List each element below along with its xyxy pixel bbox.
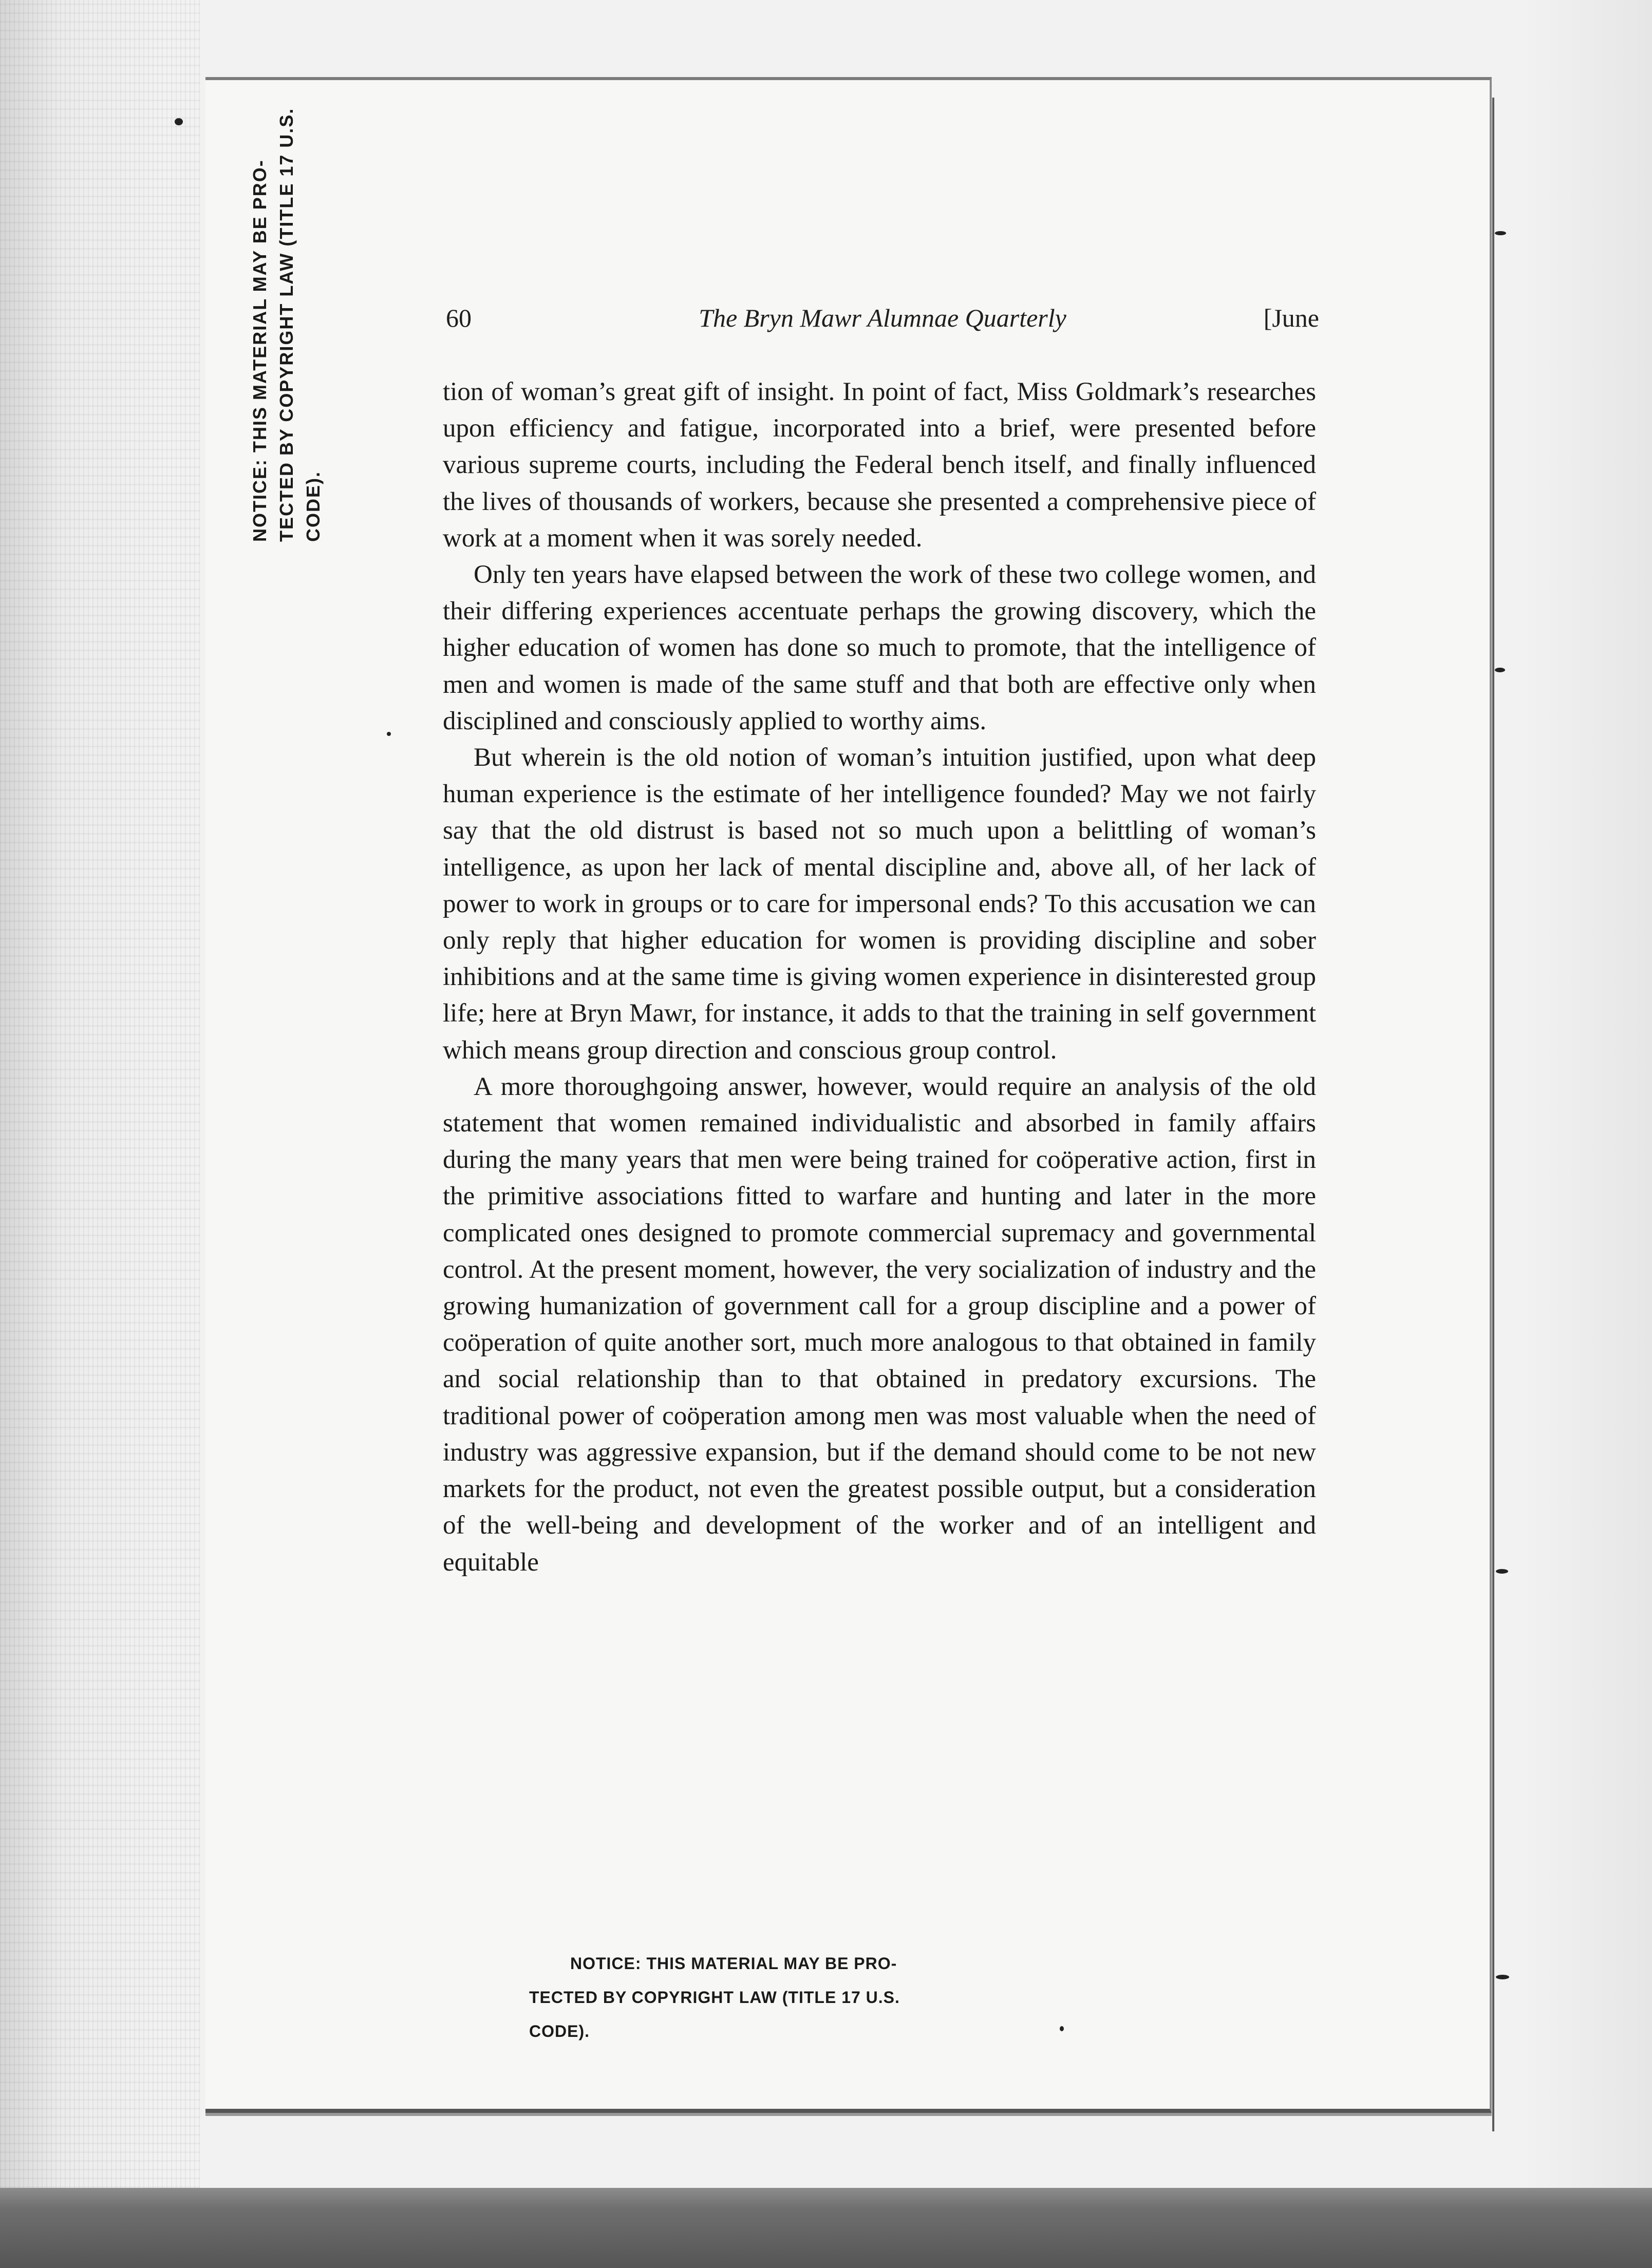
body-paragraph: Only ten years have elapsed between the work of these two college women, and their differing experiences accentuate perhaps the growing discovery, which the higher education of women has done so much to promote, that the intelligence of men and women is made of the same stuff and that both are effective only when disciplined and consciously applied to worthy aims. (443, 560, 1316, 735)
body-paragraph: tion of woman’s great gift of insight. In point of fact, Miss Goldmark’s researches upon efficiency and fatigue, incorporated into a brief, were presented before various supreme courts, including the Federal bench itself, and finally influenced the lives of thousands of workers, because she presented a comprehensive piece of work at a moment when it was sorely needed. (443, 377, 1316, 553)
speck-mark (175, 118, 183, 125)
stamp-line: NOTICE: THIS MATERIAL MAY BE PRO- (570, 1954, 897, 1973)
page-edge-line (1492, 98, 1494, 2131)
copyright-stamp-bottom (529, 1946, 900, 2048)
scanner-bed-strip (0, 2188, 1652, 2268)
page-number: 60 (446, 304, 472, 332)
stamp-line: TECTED BY COPYRIGHT LAW (TITLE 17 U.S. (529, 1988, 900, 2007)
speck-mark (1495, 231, 1506, 235)
stamp-line: CODE). (529, 2022, 590, 2040)
body-paragraph: But wherein is the old notion of woman’s intuition justified, upon what deep human experience is the estimate of her intelligence founded? May we not fairly say that the old distrust is based not so much upon a belittling of woman’s intelligence, as upon her lack of mental discipline and, above all, of her lack of power to work in groups or to care for impersonal ends? To this accusation we can only reply that higher education for women is providing discipline and sober inhibitions and at the same time is giving women experience in disinterested group life; here at Bryn Mawr, for instance, it adds to that the training in self government which means group direction and conscious group control. (443, 743, 1316, 1065)
copyright-stamp-side (247, 107, 327, 542)
running-head (446, 303, 1319, 344)
speck-mark (1495, 668, 1505, 672)
scan-margin-noise (0, 0, 200, 2188)
body-paragraph: A more thoroughgoing answer, however, would require an analysis of the old statement that women remained individualistic and absorbed in family affairs during the many years that men were being trained for coöperative action, first in the primitive associations fitted to warfare and hunting and later in the more complicated ones designed to promote commercial supremacy and governmental control. At the present moment, however, the very socialization of industry and the growing humanization of government call for a group discipline and a power of coöperation of quite another sort, much more analogous to that obtained in family and social relationship than to that obtained in predatory excursions. The traditional power of coöperation among men was most valuable when the need of industry was aggressive expansion, but if the demand should come to be not new markets for the product, not even the greatest possible output, but a consideration of the well-being and development of the worker and of an intelligent and equitable (443, 1072, 1316, 1577)
stamp-line: NOTICE: THIS MATERIAL MAY BE PRO- (249, 159, 270, 542)
stamp-line: TECTED BY COPYRIGHT LAW (TITLE 17 U.S. (276, 107, 297, 542)
speck-mark (1496, 1569, 1508, 1574)
journal-title: The Bryn Mawr Alumnae Quarterly (699, 304, 1066, 332)
article-body (443, 374, 1316, 1581)
speck-mark (1496, 1975, 1509, 1979)
issue-month: [June (1263, 304, 1319, 332)
stamp-line: CODE). (303, 471, 324, 542)
speck-mark (387, 732, 391, 736)
speck-mark (1060, 2026, 1064, 2031)
